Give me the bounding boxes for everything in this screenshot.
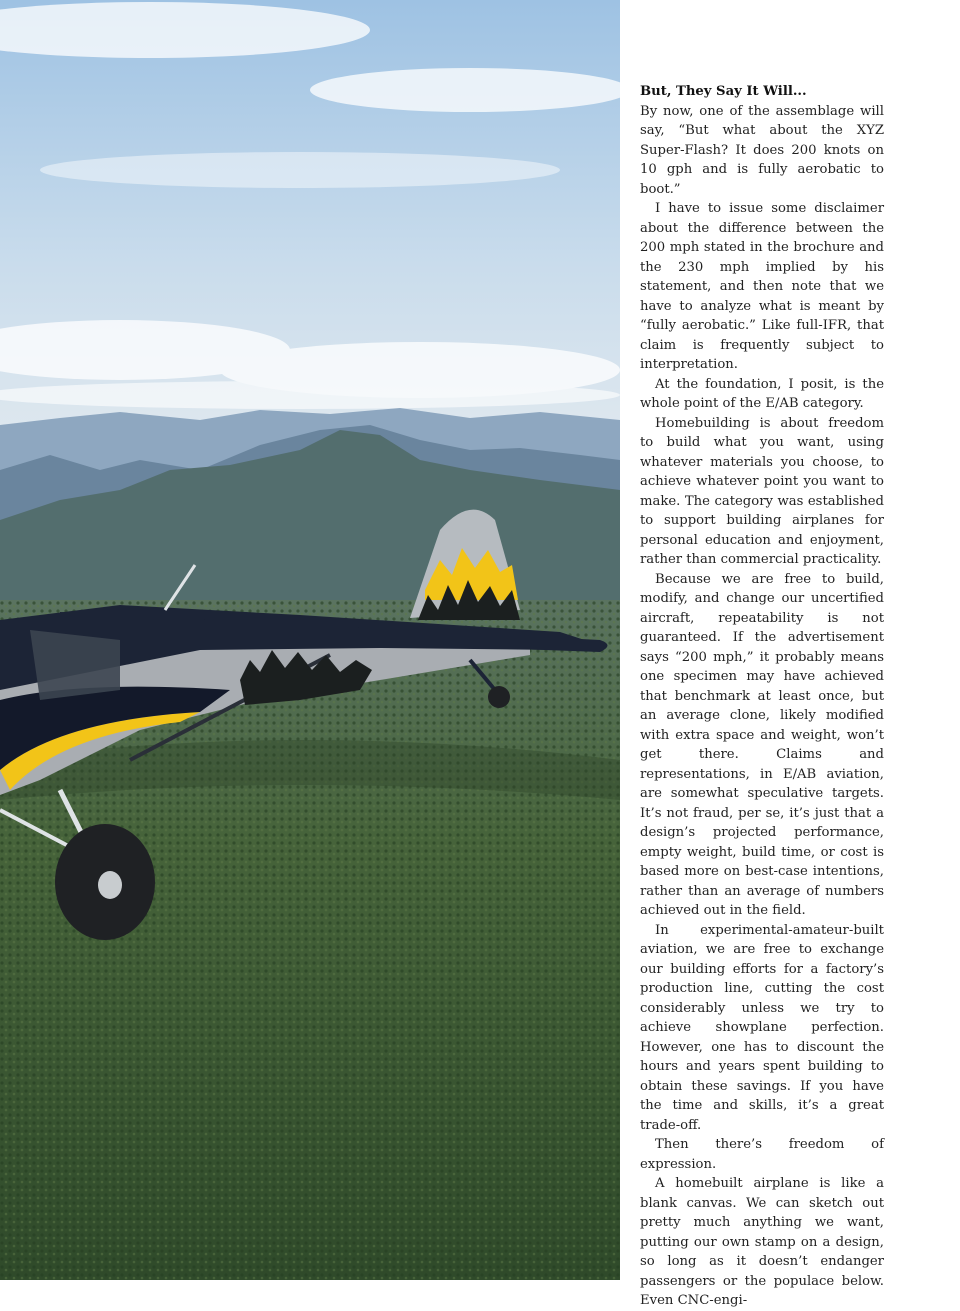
section-heading: But, They Say It Will...: [640, 84, 807, 99]
paragraph-5: Because we are free to build, modify, and change our uncertified aircraft, repeatability is not guaranteed. If the advertisement says “200 mph,” it probably means one specimen may have achieved that benchmark at least once, but an average clone, likely modified with extra space and weight, won’t get there. Claims and representations, in E/AB aviation, are somewhat speculative targets. It’s not fraud, per se, it’s just that a design’s projected performance, empty weight, build time, or cost is based more on best-case intentions, rather than an average of numbers achieved out in the field.: [640, 571, 884, 918]
paragraph-1: By now, one of the assemblage will say, “But what about the XYZ Super-Flash? It does 200 knots on 10 gph and is fully aerobatic to boot.”: [640, 103, 884, 197]
paragraph-4: Homebuilding is about freedom to build what you want, using whatever materials you choose, to achieve whatever point you want to make. The category was established to support building airplanes for personal education and enjoyment, rather than commercial practicality.: [640, 415, 884, 567]
paragraph-2: I have to issue some disclaimer about the difference between the 200 mph stated in the brochure and the 230 mph implied by his statement, and then note that we have to analyze what is meant by “fully aerobatic.” Like full-IFR, that claim is frequently subject to interpretation.: [640, 201, 884, 372]
tire-hub: [98, 871, 122, 899]
paragraph-6: In experimental-amateur-built aviation, we are free to exchange our building efforts for a factory’s production line, cutting the cost considerably unless we try to achieve showplane perfection. However, one has to discount the hours and years spent building to obtain these savings. If you have the time and skills, it’s a great trade-off.: [640, 922, 884, 1133]
paragraph-3: At the foundation, I posit, is the whole point of the E/AB category.: [640, 376, 884, 411]
article-column: [640, 82, 884, 1311]
paragraph-8: A homebuilt airplane is like a blank canvas. We can sketch out pretty much anything we want, putting our own stamp on a design, so long as it doesn’t endanger passengers or the populace below. Even CNC-engi-: [640, 1176, 884, 1308]
tail-wheel: [488, 686, 510, 708]
cockpit-window: [30, 630, 120, 700]
paragraph-7: Then there’s freedom of expression.: [640, 1137, 884, 1172]
